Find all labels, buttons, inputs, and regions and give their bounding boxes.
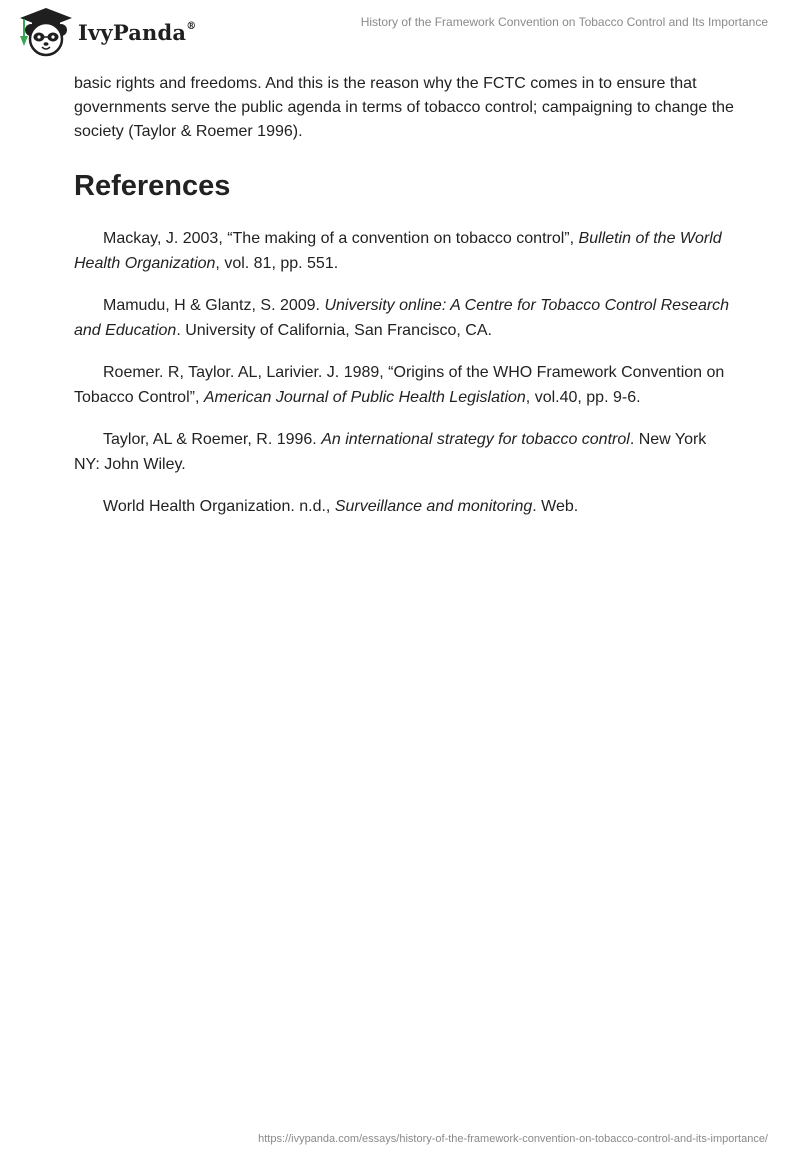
page-content (74, 72, 734, 538)
reference-item (74, 495, 734, 520)
reference-details: . New York NY: John Wiley. (74, 431, 707, 473)
reference-source-title: American Journal of Public Health Legislation (203, 388, 526, 406)
references-list (74, 227, 734, 520)
reference-details: , vol. 81, pp. 551. (215, 254, 339, 272)
panda-logo-icon[interactable] (14, 6, 78, 58)
reference-source-title: University online: A Centre for Tobacco Control Research and Education (74, 297, 730, 339)
reference-text: Mackay, J. 2003, “The making of a convention on tobacco control”, (103, 230, 579, 247)
registered-mark: ® (186, 21, 197, 32)
reference-source-title: Bulletin of the World Health Organization (74, 230, 722, 272)
reference-source-title: An international strategy for tobacco control (321, 431, 630, 448)
reference-text: Taylor, AL & Roemer, R. 1996. (103, 431, 322, 448)
reference-details: . University of California, San Francisco, CA. (176, 321, 492, 339)
intro-paragraph: basic rights and freedoms. And this is the reason why the FCTC comes in to ensure that governments serve the public agenda in terms of tobacco control; campaigning to change the society (Taylor & Roemer 1996). (74, 75, 734, 140)
reference-text: World Health Organization. n.d., (103, 498, 335, 515)
reference-item (74, 361, 734, 410)
footer-url[interactable]: https://ivypanda.com/essays/history-of-the-framework-convention-on-tobacco-control-and-its-importance/ (258, 1133, 768, 1145)
reference-text: Roemer. R, Taylor. AL, Larivier. J. 1989, “Origins of the WHO Framework Convention on Tobacco Control”, (74, 364, 725, 406)
reference-item (74, 294, 734, 343)
reference-text: Mamudu, H & Glantz, S. 2009. (103, 297, 325, 314)
reference-source-title: Surveillance and monitoring (334, 498, 533, 515)
brand-name[interactable] (78, 20, 196, 45)
reference-item (74, 227, 734, 276)
reference-details: . Web. (532, 498, 579, 515)
page-header (0, 0, 800, 66)
reference-item (74, 428, 734, 477)
document-title: History of the Framework Convention on Tobacco Control and Its Importance (360, 15, 768, 29)
reference-details: , vol.40, pp. 9-6. (525, 388, 641, 406)
brand-text: IvyPanda (78, 20, 187, 45)
references-heading: References (74, 170, 231, 202)
